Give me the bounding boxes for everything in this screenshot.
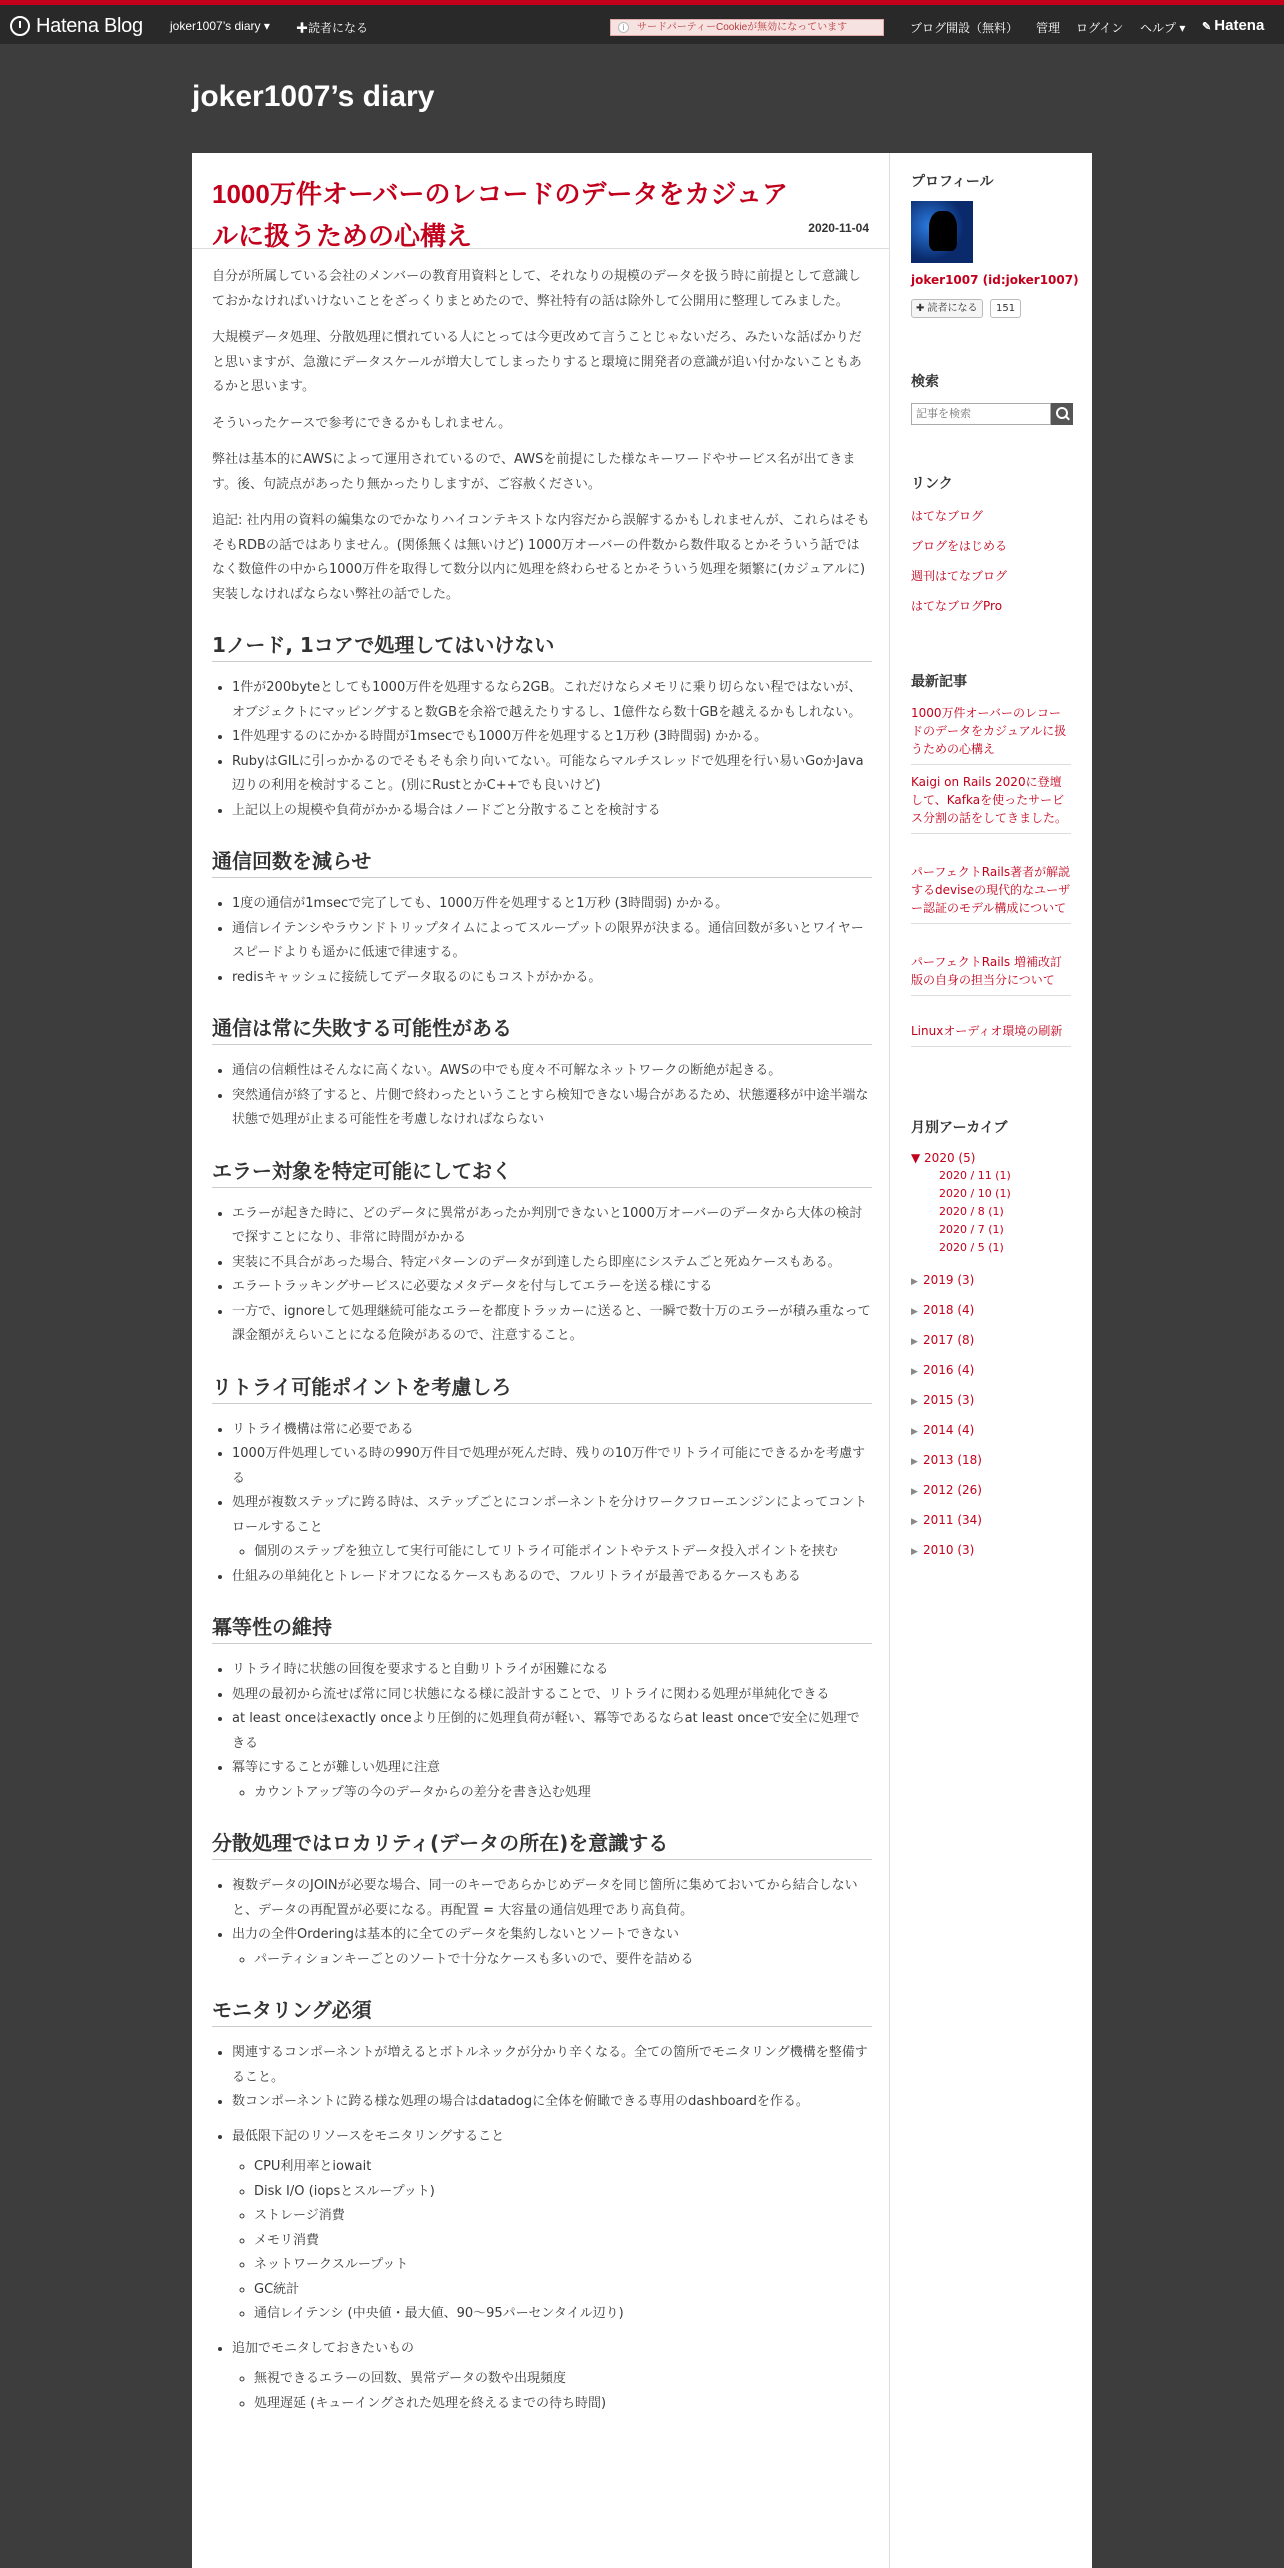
archive-month[interactable]: 2020 / 10 (1) bbox=[939, 1187, 1011, 1200]
archive-year-label: 2017 (8) bbox=[923, 1333, 975, 1347]
list-item: • 一方で、ignoreして処理継続可能なエラーを都度トラッカーに送ると、一瞬で数十万のエラーが積み重なって課金額がえらいことになる危険があるので、注意すること。 bbox=[232, 1300, 872, 1349]
entry-title[interactable]: 1000万件オーバーのレコードのデータをカジュアルに扱うための心構え bbox=[212, 179, 789, 251]
archive-year-2020[interactable]: ▼ 2020 (5) bbox=[911, 1151, 976, 1165]
archive-year[interactable] bbox=[911, 1511, 982, 1531]
list-item: • リトライ時に状態の回復を要求すると自動リトライが困難になる bbox=[232, 1658, 872, 1683]
admin-link[interactable]: 管理 bbox=[1036, 21, 1061, 35]
sub-list-item: ◦ 個別のステップを独立して実行可能にしてリトライ可能ポイントやテストデータ投入ポイントを挟む bbox=[254, 1540, 872, 1565]
section-heading: 通信は常に失敗する可能性がある bbox=[212, 1014, 872, 1045]
list-item bbox=[232, 1923, 872, 1972]
search-heading: 検索 bbox=[911, 373, 939, 389]
list-item: • at least onceはexactly onceより圧倒的に処理負荷が軽い、冪等であるならat least onceで安全に処理できる bbox=[232, 1707, 872, 1756]
section-heading: モニタリング必須 bbox=[212, 1996, 872, 2027]
intro-paragraph: 大規模データ処理、分散処理に慣れている人にとっては今更改めて言うことじゃないだろ、みたいな話ばかりだと思いますが、急激にデータスケールが増大してしまったりすると環境に開発者の意識が追い付かないこともあるかと思います。 bbox=[212, 330, 862, 394]
archive-year-label: 2013 (18) bbox=[923, 1453, 982, 1467]
search-icon[interactable] bbox=[1051, 403, 1073, 425]
expand-arrow-icon: ▶ bbox=[911, 1547, 918, 1557]
subscribe-link[interactable]: ✚読者になる bbox=[296, 21, 369, 35]
list-item: • 突然通信が終了すると、片側で終わったということすら検知できない場合があるため、状態遷移が中途半端な状態で処理が止まる可能性を考慮しなければならない bbox=[232, 1084, 872, 1133]
sub-list-item: ◦ ストレージ消費 bbox=[254, 2204, 872, 2229]
profile-heading: プロフィール bbox=[911, 173, 994, 189]
main-column bbox=[192, 153, 890, 2568]
sub-list-item: ◦ パーティションキーごとのソートで十分なケースも多いので、要件を詰める bbox=[254, 1948, 872, 1973]
recent-entry-link[interactable]: パーフェクトRails 増補改訂版の自身の担当分について bbox=[911, 953, 1071, 996]
expand-arrow-icon: ▶ bbox=[911, 1487, 918, 1497]
subscriber-count[interactable]: 151 bbox=[990, 299, 1021, 318]
section-list bbox=[212, 1202, 872, 1349]
section-list bbox=[212, 892, 872, 990]
section-heading: 冪等性の維持 bbox=[212, 1613, 872, 1644]
list-item: • 1000万件処理している時の990万件目で処理が死んだ時、残りの10万件でリトライ可能にできるかを考慮する bbox=[232, 1442, 872, 1491]
recent-entry-link[interactable]: パーフェクトRails著者が解説するdeviseの現代的なユーザー認証のモデル構成について bbox=[911, 863, 1071, 924]
help-menu[interactable]: ヘルプ ▾ bbox=[1140, 21, 1186, 35]
logo-text: Hatena Blog bbox=[36, 14, 143, 37]
sub-list-item: ◦ 処理遅延 (キューイングされた処理を終えるまでの待ち時間) bbox=[254, 2392, 872, 2417]
archive-year-label: 2010 (3) bbox=[923, 1543, 975, 1557]
list-item: • エラートラッキングサービスに必要なメタデータを付与してエラーを送る様にする bbox=[232, 1275, 872, 1300]
list-item-text: 処理が複数ステップに跨る時は、ステップごとにコンポーネントを分けワークフローエンジンによってコントロールすること bbox=[232, 1495, 868, 1535]
section-list bbox=[212, 2041, 872, 2416]
recent-entry-link[interactable]: Linuxオーディオ環境の刷新 bbox=[911, 1022, 1071, 1047]
section-heading: 1ノード, 1コアで処理してはいけない bbox=[212, 631, 872, 662]
blog-menu-dropdown[interactable]: joker1007’s diary ▾ bbox=[170, 19, 270, 33]
link-item[interactable]: はてなブログPro bbox=[911, 599, 1003, 613]
archive-year-label: 2018 (4) bbox=[923, 1303, 975, 1317]
link-item[interactable]: 週刊はてなブログ bbox=[911, 569, 1008, 583]
search-input[interactable] bbox=[911, 403, 1051, 425]
section-list bbox=[212, 1059, 872, 1133]
archive-year[interactable] bbox=[911, 1481, 982, 1501]
expand-arrow-icon: ▶ bbox=[911, 1307, 918, 1317]
section-list bbox=[212, 676, 872, 823]
cookie-notice-text: サードパーティーCookieが無効になっています bbox=[637, 22, 848, 33]
archive-year[interactable] bbox=[911, 1421, 974, 1441]
expand-arrow-icon: ▶ bbox=[911, 1517, 918, 1527]
list-item: • 上記以上の規模や負荷がかかる場合はノードごと分散することを検討する bbox=[232, 799, 872, 824]
title-divider bbox=[192, 248, 889, 249]
profile-name[interactable]: joker1007 (id:joker1007) bbox=[911, 273, 1079, 287]
list-item-text: 最低限下記のリソースをモニタリングすること bbox=[232, 2128, 505, 2144]
intro-paragraph: 追記: 社内用の資料の編集なのでかなりハイコンテキストな内容だから誤解するかもしれませんが、これらはそもそもRDBの話ではありません。(関係無くは無いけど) 1000万オーバーの件数から数件取るとかそういう話ではなく数億件の中から1000万件を取得して数分以内に処理を終わらせるとかそういう処理を頻繁に(カジュアルに)実装しなければならない弊社の話でした。 bbox=[212, 513, 870, 602]
cookie-notice[interactable] bbox=[610, 19, 884, 36]
archive-year[interactable] bbox=[911, 1541, 974, 1561]
hatena-blog-logo[interactable] bbox=[10, 14, 143, 38]
expand-arrow-icon: ▶ bbox=[911, 1397, 918, 1407]
sub-list-item: ◦ メモリ消費 bbox=[254, 2229, 872, 2254]
subscribe-button[interactable]: ✚ 読者になる bbox=[911, 299, 983, 318]
list-item: • RubyはGILに引っかかるのでそもそも余り向いてない。可能ならマルチスレッドで処理を行い易いGoかJava辺りの利用を検討すること。(別にRustとかC++でも良いけど) bbox=[232, 750, 872, 799]
expand-arrow-icon: ▶ bbox=[911, 1427, 918, 1437]
archive-year[interactable] bbox=[911, 1451, 982, 1471]
archive-heading: 月別アーカイブ bbox=[911, 1119, 1008, 1135]
section-heading: エラー対象を特定可能にしておく bbox=[212, 1157, 872, 1188]
archive-year-label: 2015 (3) bbox=[923, 1393, 975, 1407]
list-item: • 数コンポーネントに跨る様な処理の場合はdatadogに全体を俯瞰できる専用のdashboardを作る。 bbox=[232, 2090, 872, 2115]
list-item-text: 出力の全件Orderingは基本的に全てのデータを集約しないとソートできない bbox=[232, 1927, 680, 1942]
open-blog-link[interactable]: ブログ開設（無料） bbox=[910, 21, 1019, 35]
avatar-figure bbox=[929, 211, 957, 251]
section-list bbox=[212, 1874, 872, 1972]
list-item: • 複数データのJOINが必要な場合、同一のキーであらかじめデータを同じ箇所に集めておいてから結合しないと、データの再配置が必要になる。再配置 = 大容量の通信処理であり高負荷。 bbox=[232, 1874, 872, 1923]
sub-list-item: ◦ カウントアップ等の今のデータからの差分を書き込む処理 bbox=[254, 1781, 872, 1806]
list-item: • 1件が200byteとしても1000万件を処理するなら2GB。これだけならメモリに乗り切らない程ではないが、オブジェクトにマッピングすると数GBを余裕で越えたりするし、1億件なら数十GBを越えるかもしれない。 bbox=[232, 676, 872, 725]
info-icon: i bbox=[618, 22, 629, 33]
list-item: • 仕組みの単純化とトレードオフになるケースもあるので、フルリトライが最善であるケースもある bbox=[232, 1565, 872, 1590]
expand-arrow-icon: ▶ bbox=[911, 1367, 918, 1377]
intro-paragraph: 自分が所属している会社のメンバーの教育用資料として、それなりの規模のデータを扱う時に前提として意識しておかなければいけないことをざっくりまとめたので、弊社特有の話は除外して公開用に整理してみました。 bbox=[212, 269, 861, 309]
list-item: • 処理の最初から流せば常に同じ状態になる様に設計することで、リトライに関わる処理が単純化できる bbox=[232, 1683, 872, 1708]
list-item: • 1件処理するのにかかる時間が1msecでも1000万件を処理すると1万秒 (3時間弱) かかる。 bbox=[232, 725, 872, 750]
sub-list-item: ◦ Disk I/O (iopsとスループット) bbox=[254, 2180, 872, 2205]
list-item: • 実装に不具合があった場合、特定パターンのデータが到達したら即座にシステムごと死ぬケースもある。 bbox=[232, 1251, 872, 1276]
archive-year[interactable] bbox=[911, 1391, 974, 1411]
sub-list-item: ◦ CPU利用率とiowait bbox=[254, 2155, 872, 2180]
list-item: • 通信の信頼性はそんなに高くない。AWSの中でも度々不可解なネットワークの断絶が起きる。 bbox=[232, 1059, 872, 1084]
list-item: • 1度の通信が1msecで完了しても、1000万件を処理すると1万秒 (3時間弱) かかる。 bbox=[232, 892, 872, 917]
link-item[interactable]: ブログをはじめる bbox=[911, 539, 1008, 553]
hatena-icon: ✎ bbox=[1202, 21, 1215, 33]
expand-arrow-icon: ▶ bbox=[911, 1337, 918, 1347]
archive-year-label: 2012 (26) bbox=[923, 1483, 982, 1497]
section-heading: 通信回数を減らせ bbox=[212, 847, 872, 878]
list-item: • エラーが起きた時に、どのデータに異常があったか判別できないと1000万オーバーのデータから大体の検討で探すことになり、非常に時間がかかる bbox=[232, 1202, 872, 1251]
archive-month[interactable]: 2020 / 7 (1) bbox=[939, 1223, 1004, 1236]
login-link[interactable]: ログイン bbox=[1076, 21, 1124, 35]
recent-entry-link[interactable]: Kaigi on Rails 2020に登壇して、Kafkaを使ったサービス分割の話をしてきました。 bbox=[911, 773, 1071, 834]
archive-year[interactable] bbox=[911, 1331, 974, 1351]
archive-year[interactable] bbox=[911, 1271, 974, 1291]
list-item: • 関連するコンポーネントが増えるとボトルネックが分かり辛くなる。全ての箇所でモニタリング機構を整備すること。 bbox=[232, 2041, 872, 2090]
entry-date[interactable]: 2020-11-04 bbox=[808, 221, 869, 235]
link-item[interactable]: はてなブログ bbox=[911, 509, 984, 523]
archive-month[interactable]: 2020 / 8 (1) bbox=[939, 1205, 1004, 1218]
avatar[interactable] bbox=[911, 201, 973, 263]
archive-year-label: 2019 (3) bbox=[923, 1273, 975, 1287]
hatena-logo-icon bbox=[10, 16, 30, 36]
archive-year[interactable] bbox=[911, 1301, 974, 1321]
sub-list-item: ◦ 通信レイテンシ (中央値・最大値、90〜95パーセンタイル辺り) bbox=[254, 2302, 872, 2327]
section-list bbox=[212, 1658, 872, 1805]
global-header bbox=[0, 0, 1284, 44]
section-heading: リトライ可能ポイントを考慮しろ bbox=[212, 1373, 872, 1404]
content-container bbox=[192, 153, 1092, 2568]
list-item: • redisキャッシュに接続してデータ取るのにもコストがかかる。 bbox=[232, 966, 872, 991]
intro-paragraph: 弊社は基本的にAWSによって運用されているので、AWSを前提にした様なキーワードやサービス名が出てきます。後、句読点があったり無かったりしますが、ご容赦ください。 bbox=[212, 452, 856, 492]
list-item bbox=[232, 2125, 872, 2327]
section-list bbox=[212, 1418, 872, 1590]
hatena-text: Hatena bbox=[1214, 17, 1265, 34]
list-item-text: 冪等にすることが難しい処理に注意 bbox=[232, 1760, 441, 1775]
list-item: • 通信レイテンシやラウンドトリップタイムによってスループットの限界が決まる。通信回数が多いとワイヤースピードよりも遥かに低速で律速する。 bbox=[232, 917, 872, 966]
sub-list-item: ◦ 無視できるエラーの回数、異常データの数や出現頻度 bbox=[254, 2367, 872, 2392]
archive-year-label: 2011 (34) bbox=[923, 1513, 982, 1527]
blog-title[interactable]: joker1007’s diary bbox=[192, 80, 435, 113]
sub-list-item: ◦ GC統計 bbox=[254, 2278, 872, 2303]
archive-year-label: 2014 (4) bbox=[923, 1423, 975, 1437]
hatena-link[interactable] bbox=[1202, 17, 1264, 34]
entry-body bbox=[212, 265, 872, 2426]
expand-arrow-icon: ▶ bbox=[911, 1457, 918, 1467]
archive-month[interactable]: 2020 / 5 (1) bbox=[939, 1241, 1004, 1254]
list-item bbox=[232, 1491, 872, 1565]
expand-arrow-icon: ▶ bbox=[911, 1277, 918, 1287]
section-heading: 分散処理ではロカリティ(データの所在)を意識する bbox=[212, 1829, 872, 1860]
recent-entry-link[interactable]: 1000万件オーバーのレコードのデータをカジュアルに扱うための心構え bbox=[911, 704, 1071, 765]
list-item bbox=[232, 1756, 872, 1805]
archive-year-label: 2016 (4) bbox=[923, 1363, 975, 1377]
intro-paragraph: そういったケースで参考にできるかもしれません。 bbox=[212, 415, 512, 431]
list-item bbox=[232, 2337, 872, 2417]
archive-month[interactable]: 2020 / 11 (1) bbox=[939, 1169, 1011, 1182]
recent-heading: 最新記事 bbox=[911, 673, 967, 689]
sub-list-item: ◦ ネットワークスループット bbox=[254, 2253, 872, 2278]
links-heading: リンク bbox=[911, 475, 953, 491]
list-item: • リトライ機構は常に必要である bbox=[232, 1418, 872, 1443]
list-item-text: 追加でモニタしておきたいもの bbox=[232, 2340, 415, 2356]
archive-year[interactable] bbox=[911, 1361, 974, 1381]
